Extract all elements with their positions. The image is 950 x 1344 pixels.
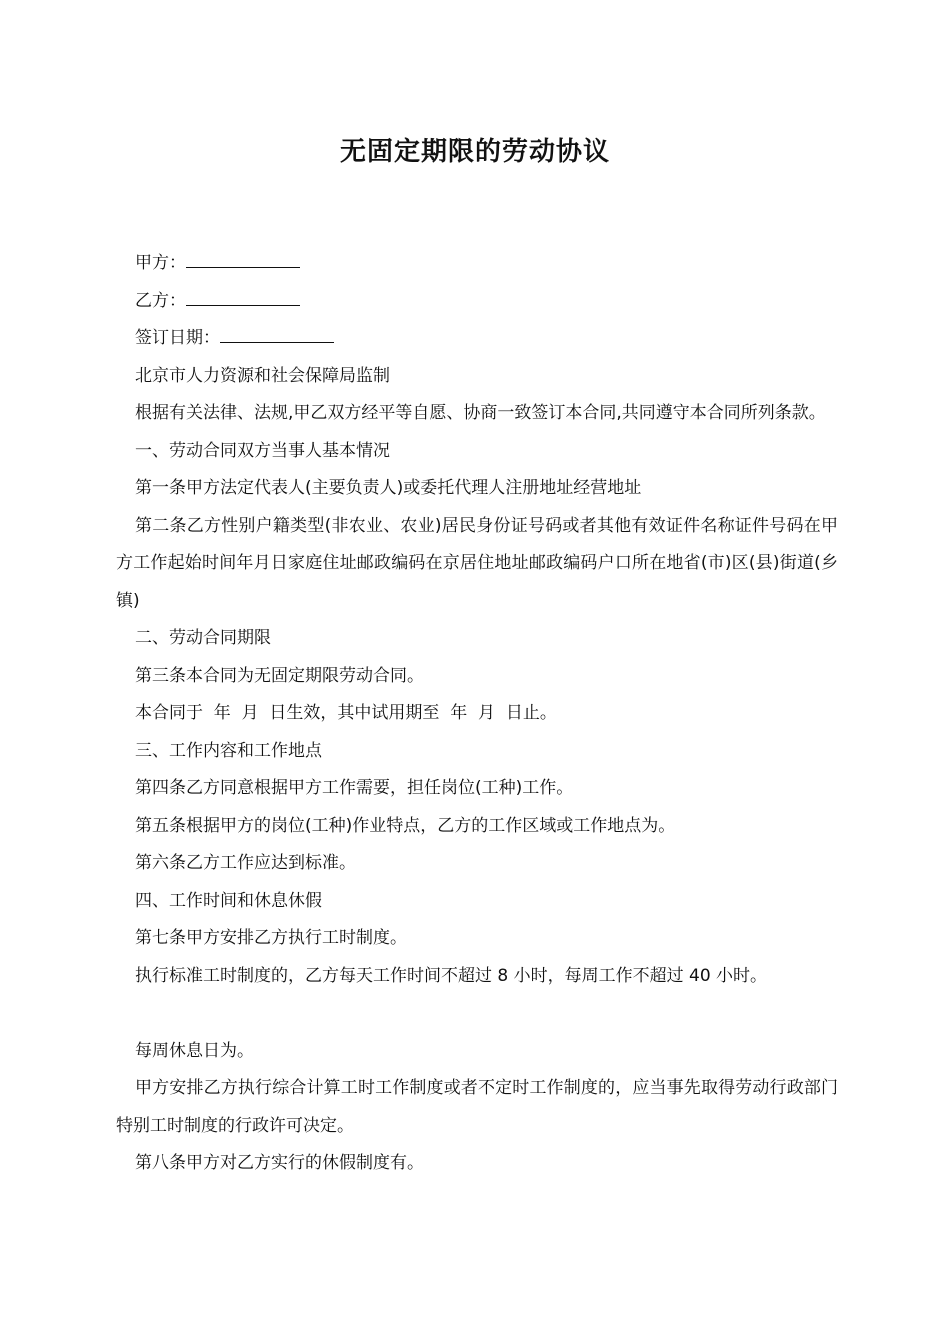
paragraph: 第四条乙方同意根据甲方工作需要，担任岗位(工种)工作。 (135, 778, 574, 798)
paragraph: 第一条甲方法定代表人(主要负责人)或委托代理人注册地址经营地址 (135, 478, 642, 498)
paragraph: 第三条本合同为无固定期限劳动合同。 (135, 665, 424, 686)
party-b-blank (186, 291, 300, 306)
supervisor-line: 北京市人力资源和社会保障局监制 (135, 365, 390, 386)
section-heading: 三、工作内容和工作地点 (135, 740, 322, 761)
party-b-label: 乙方： (135, 290, 186, 311)
sign-date-blank (220, 328, 334, 343)
party-a-blank (186, 253, 300, 268)
paragraph: 执行标准工时制度的，乙方每天工作时间不超过 8 小时，每周工作不超过 40 小时。 (135, 965, 768, 986)
section-heading: 一、劳动合同双方当事人基本情况 (135, 440, 390, 461)
section-heading: 四、工作时间和休息休假 (135, 890, 322, 911)
paragraph: 第六条乙方工作应达到标准。 (135, 853, 356, 873)
document-title: 无固定期限的劳动协议 (339, 137, 610, 167)
paragraph: 本合同于 年 月 日生效，其中试用期至 年 月 日止。 (135, 703, 557, 723)
party-a-label: 甲方： (135, 253, 186, 273)
sign-date-label: 签订日期： (135, 328, 220, 348)
paragraph: 根据有关法律、法规,甲乙双方经平等自愿、协商一致签订本合同,共同遵守本合同所列条款。 (135, 403, 826, 423)
document-body (116, 245, 838, 1183)
paragraph: 第二条乙方性别户籍类型(非农业、农业)居民身份证号码或者其他有效证件名称证件号码在甲方工作起始时间年月日家庭住址邮政编码在京居住地址邮政编码户口所在地省(市)区(县)街道(乡镇) (116, 515, 838, 611)
paragraph: 每周休息日为。 (135, 1040, 254, 1061)
paragraph: 第七条甲方安排乙方执行工时制度。 (135, 928, 407, 948)
paragraph: 甲方安排乙方执行综合计算工时工作制度或者不定时工作制度的，应当事先取得劳动行政部门特别工时制度的行政许可决定。 (116, 1078, 838, 1136)
sign-date-line (116, 320, 838, 358)
party-a-line (116, 245, 838, 283)
section-heading: 二、劳动合同期限 (135, 628, 271, 648)
party-b-line (116, 283, 838, 321)
paragraph: 第五条根据甲方的岗位(工种)作业特点，乙方的工作区域或工作地点为。 (135, 815, 676, 836)
paragraph: 第八条甲方对乙方实行的休假制度有。 (135, 1153, 424, 1173)
